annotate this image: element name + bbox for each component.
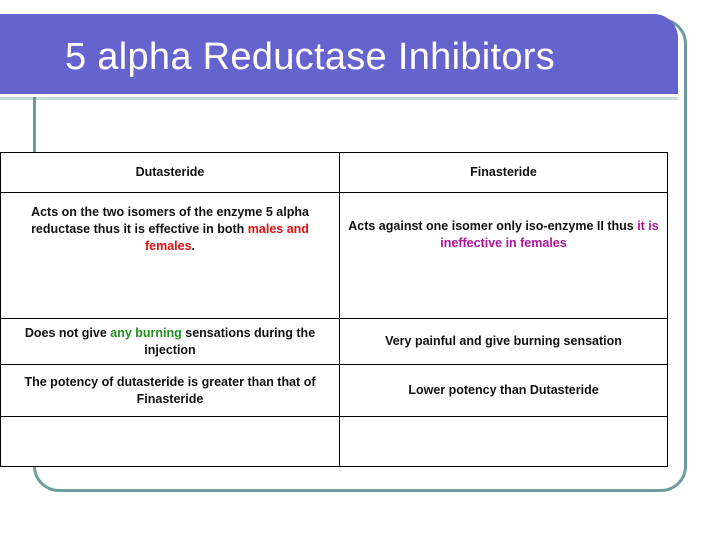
row2-dutasteride-cell xyxy=(1,319,340,365)
row1-right-text: Acts against one isomer only iso-enzyme II thus xyxy=(348,219,638,233)
row1-left-text: Acts on the two isomers of the enzyme 5 alpha reductase thus it is effective in both xyxy=(31,205,309,236)
title-divider-shadow xyxy=(0,97,678,100)
row2-left-text: Does not give xyxy=(24,325,111,340)
table-row xyxy=(1,417,668,467)
row2-left-highlight: any burning xyxy=(110,325,182,340)
comparison-table xyxy=(0,152,668,467)
row2-left-end: sensations during the injection xyxy=(144,325,316,357)
row1-dutasteride-cell xyxy=(1,193,340,319)
row4-finasteride-cell xyxy=(340,417,668,467)
header-dutasteride: Dutasteride xyxy=(1,153,340,193)
row1-left-highlight: males and females xyxy=(144,222,309,253)
header-finasteride: Finasteride xyxy=(340,153,668,193)
slide-title: 5 alpha Reductase Inhibitors xyxy=(65,36,556,78)
row1-left-end: . xyxy=(191,239,196,253)
row3-finasteride-cell: Lower potency than Dutasteride xyxy=(340,365,668,417)
row1-finasteride-cell xyxy=(340,193,668,319)
row3-dutasteride-cell: The potency of dutasteride is greater than that of Finasteride xyxy=(1,365,340,417)
row1-right-highlight: it is ineffective in females xyxy=(440,219,659,250)
table-header-row xyxy=(1,153,668,193)
row2-finasteride-cell: Very painful and give burning sensation xyxy=(340,319,668,365)
table-row xyxy=(1,319,668,365)
row4-dutasteride-cell xyxy=(1,417,340,467)
table-row xyxy=(1,365,668,417)
table-row xyxy=(1,193,668,319)
